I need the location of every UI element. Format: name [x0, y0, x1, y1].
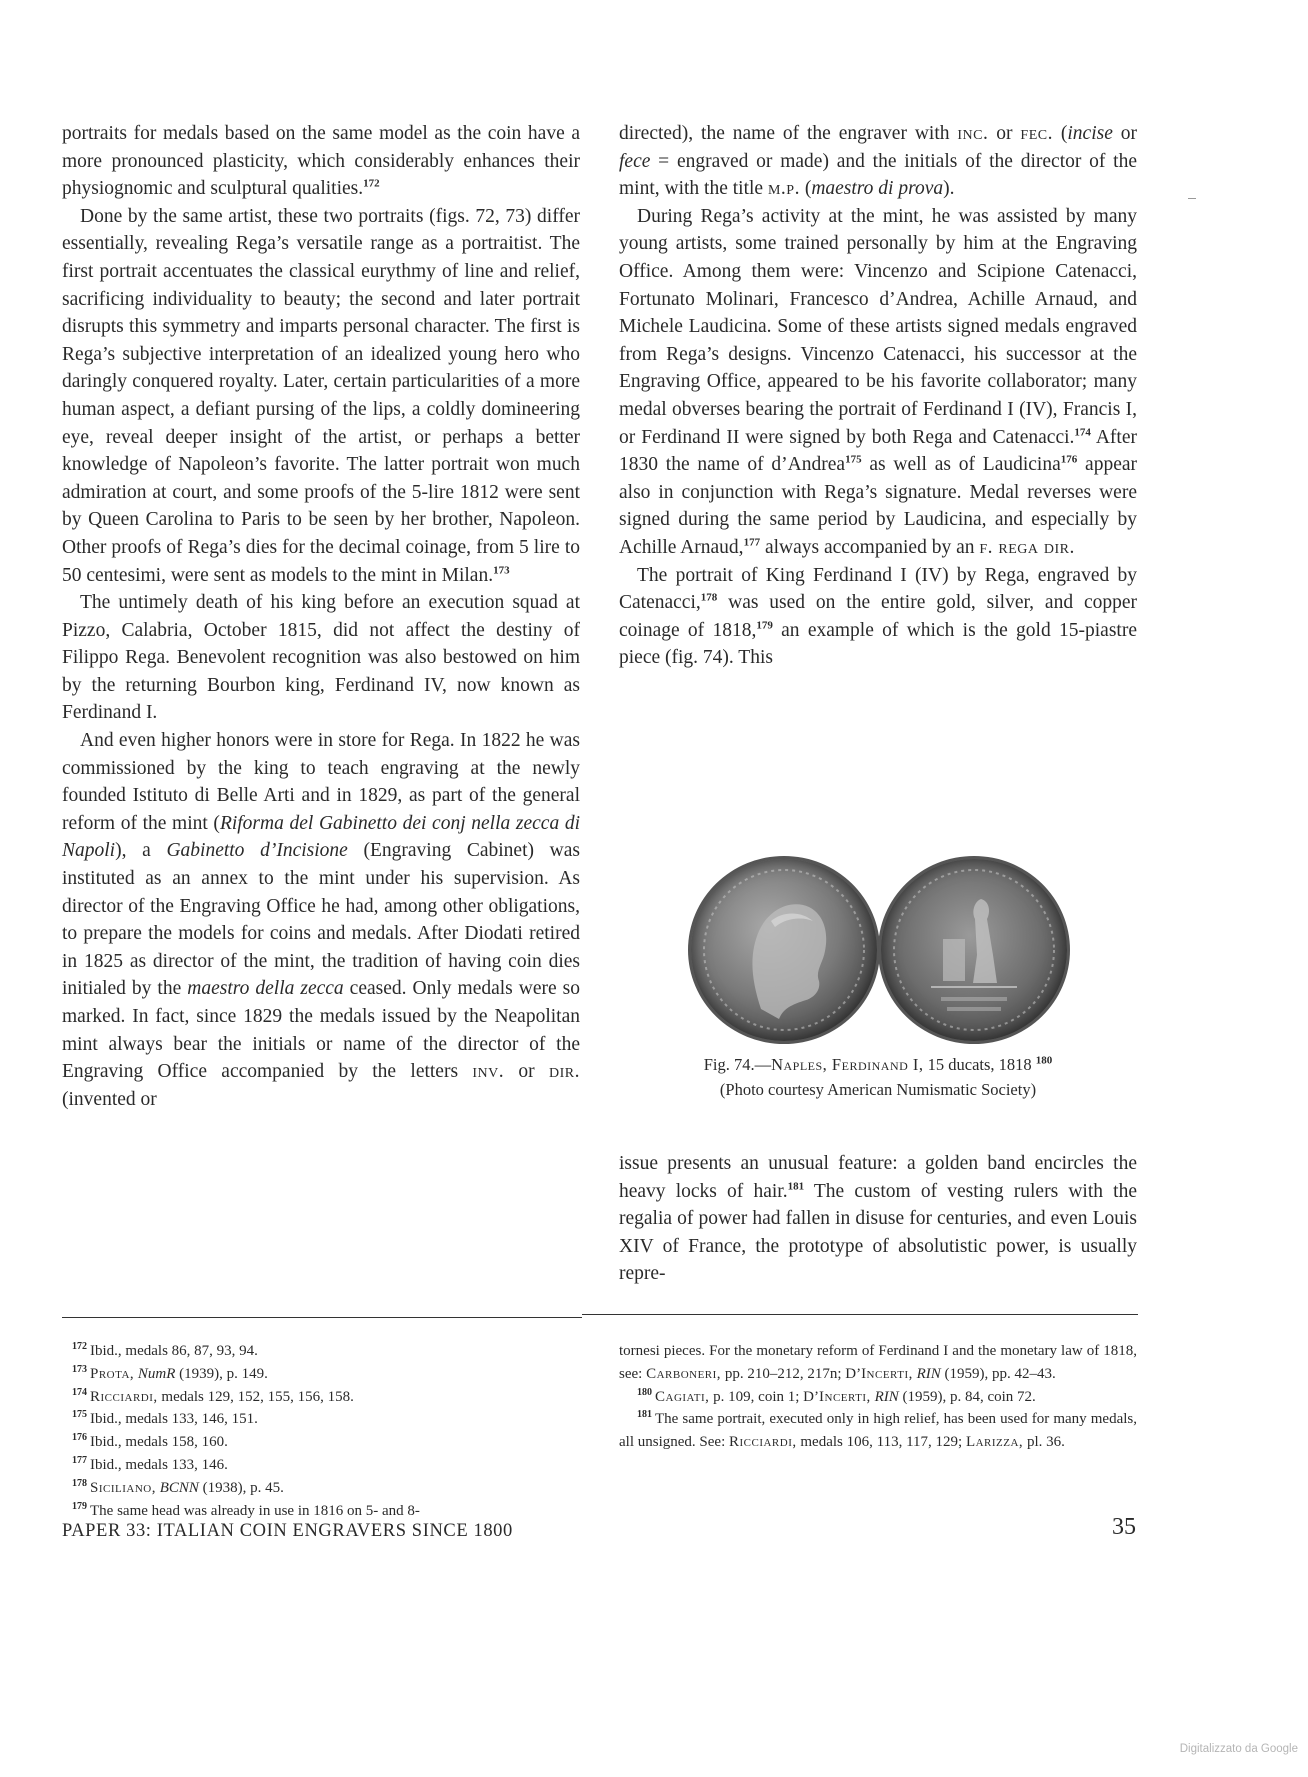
paragraph: issue presents an unusual feature: a golden band encircles the heavy locks of hair.$^{181}$ The custom of vesting rulers with the regalia of power had fallen in disuse for centuries, and even Louis XIV of France, the prototype of absolutistic power, is usually repre-	[619, 1153, 1137, 1285]
coin-reverse-image	[878, 856, 1070, 1044]
footnotes-right	[619, 1340, 1137, 1454]
footnote: $^{180}$ Cagiati, p. 109, coin 1; D’Incerti, RIN (1959), p. 84, coin 72.	[637, 1386, 1036, 1405]
paragraph: Done by the same artist, these two portraits (figs. 72, 73) differ essentially, revealing Rega’s versatile range as a portraitist. The first portrait accentuates the classical eurythmy of line and relief, sacrificing individuality to beauty; the second and later portrait disrupts this symmetry and imparts personal character. The first is Rega’s subjective interpretation of an idealized young hero who daringly conquered royalty. Later, certain particularities of a more human aspect, a defiant pursing of the lips, a coldly domineering eye, reveal deeper insight of the artist, or perhaps a better knowledge of Napoleon’s favorite. The latter portrait won much admiration at court, and some proofs of the 5-lire 1812 were sent by Queen Carolina to Paris to be seen by her brother, Napoleon. Other proofs of Rega’s dies for the decimal coinage, from 5 lire to 50 centesimi, were sent as models to the mint in Milan.$^{173}$	[62, 205, 580, 586]
footnote-ref[interactable]: 172	[363, 177, 380, 190]
paragraph: And even higher honors were in store for Rega. In 1822 he was commissioned by the king to teach engraving at the newly founded Istituto di Belle Arti and in 1829, as part of the general reform of the mint (Riforma del Gabinetto dei conj nella zecca di Napoli), a Gabinetto d’Incisione (Engraving Cabinet) was instituted as an annex to the mint under his supervision. As director of the Engraving Office he had, among other obligations, to prepare the models for coins and medals. After Diodati retired in 1825 as director of the mint, the tradition of having coin dies initialed by the maestro della zecca ceased. Only medals were so marked. In fact, since 1829 the medals issued by the Neapolitan mint always bear the initials or name of the director of the Engraving Office accompanied by the letters inv. or dir. (invented or	[62, 730, 581, 1110]
running-footer-title: PAPER 33: ITALIAN COIN ENGRAVERS SINCE 1800	[62, 1521, 513, 1541]
footnote-ref[interactable]: 179	[756, 619, 773, 632]
footnote-ref[interactable]: 177	[743, 536, 761, 549]
footnote-ref[interactable]: 176	[1060, 453, 1078, 466]
coin-obverse-image	[688, 856, 880, 1044]
footnote-rule-left	[62, 1317, 582, 1318]
footnote: $^{174}$ Ricciardi, medals 129, 152, 155, 156, 158.	[72, 1386, 354, 1405]
footnotes-left	[72, 1340, 592, 1522]
paragraph: The portrait of King Ferdinand I (IV) by Rega, engraved by Catenacci,$^{178}$ was used on the entire gold, silver, and copper coinage of 1818,$^{179}$ an example of which is the gold 15-piastre piece (fig. 74). This	[619, 564, 1137, 669]
footnote: $^{175}$ Ibid., medals 133, 146, 151.	[72, 1409, 258, 1428]
footnote-ref[interactable]: 174	[1074, 426, 1091, 439]
footnote-ref[interactable]: 173	[493, 564, 510, 576]
footnote: $^{172}$ Ibid., medals 86, 87, 93, 94.	[72, 1341, 258, 1359]
footnote-continuation: tornesi pieces. For the monetary reform of Ferdinand I and the monetary law of 1818, see: Carboneri, pp. 210–212, 217n; D’Incerti, RIN (1959), pp. 42–43.	[619, 1343, 1137, 1382]
footnote: $^{178}$ Siciliano, BCNN (1938), p. 45.	[72, 1477, 284, 1496]
paragraph: The untimely death of his king before an execution squad at Pizzo, Calabria, October 1815, did not affect the destiny of Filippo Rega. Benevolent recognition was also bestowed on him by the returning Bourbon king, Ferdinand IV, now known as Ferdinand I.	[62, 592, 580, 724]
footnote: $^{181}$ The same portrait, executed only in high relief, has been used for many medals, all unsigned. See: Ricciardi, medals 106, 113, 117, 129; Larizza, pl. 36.	[619, 1409, 1137, 1451]
right-column	[619, 120, 1137, 672]
right-column-continuation	[619, 1150, 1137, 1288]
paragraph: portraits for medals based on the same model as the coin have a more pronounced plasticity, which considerably enhances their physiognomic and sculptural qualities.$^{172}$	[62, 123, 580, 200]
footnote-ref[interactable]: 178	[700, 591, 718, 604]
footnote-ref[interactable]: 181	[787, 1180, 805, 1193]
footnote: $^{176}$ Ibid., medals 158, 160.	[72, 1432, 228, 1451]
footnote-ref[interactable]: 180	[1035, 1054, 1053, 1067]
caption-line-2: (Photo courtesy American Numismatic Society)	[719, 1080, 1037, 1099]
paragraph: directed), the name of the engraver with inc. or fec. (incise or fece = engraved or made) and the initials of the director of the mint, with the title m.p. (maestro di prova).	[619, 123, 1137, 200]
page-number: 35	[1112, 1514, 1136, 1540]
margin-mark	[1188, 198, 1196, 199]
left-column	[62, 120, 580, 1113]
footnote: $^{173}$ Prota, NumR (1939), p. 149.	[72, 1363, 268, 1382]
footnote: $^{177}$ Ibid., medals 133, 146.	[72, 1454, 228, 1473]
footnote-rule-right	[582, 1314, 1138, 1315]
coin-figure	[680, 856, 1070, 1036]
paragraph: During Rega’s activity at the mint, he was assisted by many young artists, some trained personally by him at the Engraving Office. Among them were: Vincenzo and Scipione Catenacci, Fortunato Molinari, Francesco d’Andrea, Achille Arnaud, and Michele Laudicina. Some of these artists signed medals engraved from Rega’s designs. Vincenzo Catenacci, his successor at the Engraving Office, appeared to be his favorite collaborator; many medal obverses bearing the portrait of Ferdinand I (IV), Francis I, or Ferdinand II were signed by both Rega and Catenacci.$^{174}$ After 1830 the name of d’Andrea$^{175}$ as well as of Laudicina$^{176}$ appear also in conjunction with Rega’s signature. Medal reverses were signed during the same period by Laudicina, and especially by Achille Arnaud,$^{177}$ always accompanied by an f. rega dir.	[619, 205, 1137, 558]
figure-caption	[619, 1052, 1137, 1102]
footnote: $^{179}$ The same head was already in use in 1816 on 5- and 8-	[72, 1500, 420, 1519]
watermark: Digitalizzato da Google	[1179, 1743, 1298, 1755]
footnote-ref[interactable]: 175	[845, 453, 862, 466]
caption-line-1: Fig. 74.—Naples, Ferdinand I, 15 ducats, 1818 $^{180}$	[703, 1054, 1053, 1074]
